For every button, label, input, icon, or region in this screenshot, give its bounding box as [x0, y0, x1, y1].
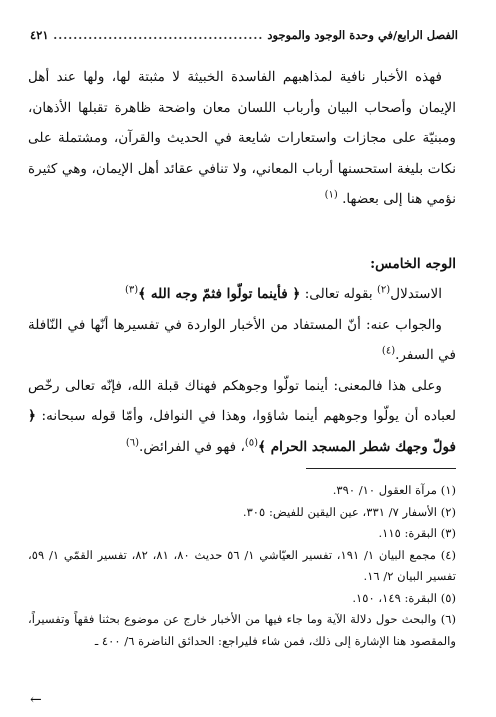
paragraph-1-text: فهذه الأخبار نافية لمذاهبهم الفاسدة الخبيثة لا مثبتة لها، ولها عند أهل الإيمان وأصحاب البيان وأرباب اللسان معان واضحة ظاهرة تقبلها الأذهان، ومبنيّة على مجازات واستعارات شايعة في الحديث والقرآن، ومشتملة على نكات بليغة استحسنها أرباب المعاني، ولا تنافي عقائد أهل الإيمان، وهي كثيرة نؤمي هنا إلى بعضها. [28, 69, 456, 207]
footnote-ref-1: (١) [324, 189, 338, 201]
footnote-ref-6: (٦) [125, 436, 140, 448]
footnote-divider [306, 468, 456, 469]
footnotes [28, 480, 456, 652]
page-number: ٤٢١ [30, 28, 49, 42]
istidlal-text: الاستدلال [390, 286, 442, 302]
footnote-ref-4: (٤) [381, 345, 396, 357]
answer-paragraph [28, 310, 456, 371]
paragraph-3 [28, 371, 456, 463]
footnote-ref-5: (٥) [244, 436, 259, 448]
header-leader-dots [53, 28, 264, 42]
istidlal-text-2: بقوله تعالى: [300, 286, 378, 302]
quran-close-bracket: ﴾ [138, 286, 147, 302]
istidlal-paragraph [28, 279, 456, 310]
quran-close-bracket-2: ﴾ [258, 438, 266, 455]
quran-open-bracket: ﴿ [292, 286, 301, 302]
answer-text: والجواب عنه: أنّ المستفاد من الأخبار الواردة في تفسيرها أنّها في النّافلة في السفر. [28, 316, 456, 363]
continuation-arrow-icon: ← [30, 692, 42, 708]
section-heading: الوجه الخامس: [370, 255, 456, 272]
quran-verse-2: فولّ وجهك شطر المسجد الحرام [266, 438, 456, 455]
paragraph-3-text-2: ، فهو في الفرائض. [139, 438, 245, 455]
paragraph-3-text: وعلى هذا فالمعنى: أينما تولّوا وجوهكم فهناك قبلة الله، فإنّه تعالى رخّص لعباده أن يولّوا وجوههم أينما شاؤوا، وهذا في النوافل، وأمّا قوله سبحانه: [28, 377, 456, 424]
footnote-1: (١) مرآة العقول ١٠/ ٣٩٠. [332, 483, 456, 497]
running-header [30, 28, 458, 42]
footnote-4: (٤) مجمع البيان ١/ ١٩١، تفسير العيّاشي ١/ ٥٦ حديث ٨٠، ٨١، ٨٢، تفسير القمّي ١/ ٥٩، تفسير البيان ٢/ ١٦. [28, 547, 457, 583]
footnote-6: (٦) والبحث حول دلالة الآية وما جاء فيها من الأخبار خارج عن موضوع بحثنا فقهاً وتفسيراً، والمقصود هنا الإشارة إلى ذلك، فمن شاء فليراجع: الحدائق الناضرة ٦/ ٤٠٠ ـ [28, 612, 456, 648]
paragraph-1 [28, 62, 456, 215]
quran-verse-1: فأينما تولّوا فثمّ وجه الله [146, 286, 293, 302]
footnote-5: (٥) البقرة: ١٤٩، ١٥٠. [352, 590, 456, 605]
chapter-title: الفصل الرابع/في وحدة الوجود والموجود [267, 28, 458, 42]
footnote-ref-2: (٢) [377, 284, 391, 296]
footnote-3: (٣) البقرة: ١١٥. [378, 526, 456, 540]
footnote-ref-3: (٣) [124, 284, 139, 296]
footnote-2: (٢) الأسفار ٧/ ٣٣١، عين اليقين للفيض: ٣٠٥. [242, 504, 456, 519]
quran-open-bracket-2: ﴿ [28, 408, 36, 424]
main-text [28, 62, 456, 462]
